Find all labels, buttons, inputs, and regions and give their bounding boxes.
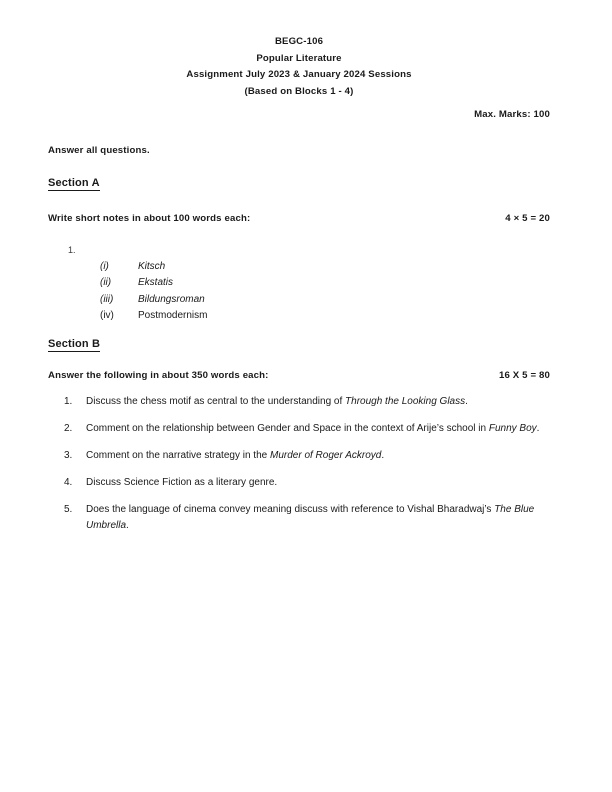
- work-title: Murder of Roger Ackroyd: [269, 450, 382, 462]
- question-text: [86, 396, 468, 407]
- question-item: [64, 394, 542, 410]
- question-item: [64, 421, 542, 437]
- section-a-question-number: 1.: [68, 245, 76, 255]
- question-item: [64, 475, 542, 491]
- term-label: Ekstatis: [138, 277, 174, 289]
- term-label: Kitsch: [138, 261, 166, 272]
- question-text-run: Discuss Science Fiction as a literary genre.: [86, 477, 278, 489]
- question-number: 3.: [64, 450, 73, 462]
- section-b-questions-list: [64, 394, 542, 545]
- course-code: BEGC-106: [274, 36, 324, 47]
- question-item: [64, 502, 542, 533]
- course-title: Popular Literature: [256, 52, 342, 64]
- term-list-item: [100, 275, 207, 291]
- term-label: Bildungsroman: [138, 293, 205, 305]
- section-b-prompt-text: Answer the following in about 350 words each:: [48, 370, 269, 381]
- term-list-item: [100, 308, 207, 324]
- assignment-session: Assignment July 2023 & January 2024 Sessions: [186, 69, 412, 81]
- work-title: Funny Boy: [488, 423, 537, 435]
- term-marker: (iv): [100, 309, 114, 321]
- question-number: 2.: [64, 423, 73, 435]
- section-a-prompt-row: [48, 213, 550, 224]
- question-text: [86, 504, 534, 531]
- work-title: Through the Looking Glass: [345, 396, 466, 407]
- question-text-run: .: [465, 396, 468, 407]
- question-number: 5.: [64, 504, 73, 516]
- question-number: 1.: [64, 396, 73, 407]
- section-b-heading: [48, 338, 100, 350]
- question-text: [86, 477, 277, 488]
- term-list-item: [100, 292, 207, 308]
- section-b-prompt-row: [48, 370, 550, 381]
- term-marker: (ii): [100, 277, 112, 289]
- term-marker: (iii): [100, 293, 114, 305]
- question-text-run: Comment on the relationship between Gender and Space in the context of Arije’s school in: [86, 423, 489, 435]
- section-a-terms-list: [100, 259, 207, 324]
- document-header: [48, 34, 550, 100]
- question-text-run: .: [536, 423, 540, 435]
- section-a-marks: 4 × 5 = 20: [505, 213, 550, 224]
- question-text: [86, 450, 384, 461]
- question-number: 4.: [64, 477, 73, 489]
- question-text-run: Comment on the narrative strategy in the: [86, 450, 270, 462]
- section-a-heading: [48, 177, 100, 189]
- section-a-heading-text: Section A: [48, 177, 100, 189]
- section-b-heading-text: Section B: [48, 338, 101, 350]
- question-text-run: .: [126, 519, 129, 531]
- work-title: The Blue Umbrella: [86, 504, 535, 531]
- question-text-run: Discuss the chess motif as central to the understanding of: [86, 396, 346, 407]
- term-marker: (i): [100, 261, 109, 272]
- term-label: Postmodernism: [138, 309, 208, 321]
- question-text: [86, 423, 539, 434]
- question-text-run: Does the language of cinema convey meaning discuss with reference to Vishal Bharadwaj’s: [86, 504, 495, 516]
- question-item: [64, 448, 542, 464]
- max-marks: Max. Marks: 100: [474, 109, 550, 120]
- question-text-run: .: [381, 450, 385, 462]
- answer-all-instruction: Answer all questions.: [48, 145, 150, 156]
- blocks-note: (Based on Blocks 1 - 4): [244, 85, 354, 97]
- section-a-prompt-text: Write short notes in about 100 words each:: [48, 213, 251, 224]
- term-list-item: [100, 259, 207, 275]
- section-b-marks: 16 X 5 = 80: [499, 370, 550, 381]
